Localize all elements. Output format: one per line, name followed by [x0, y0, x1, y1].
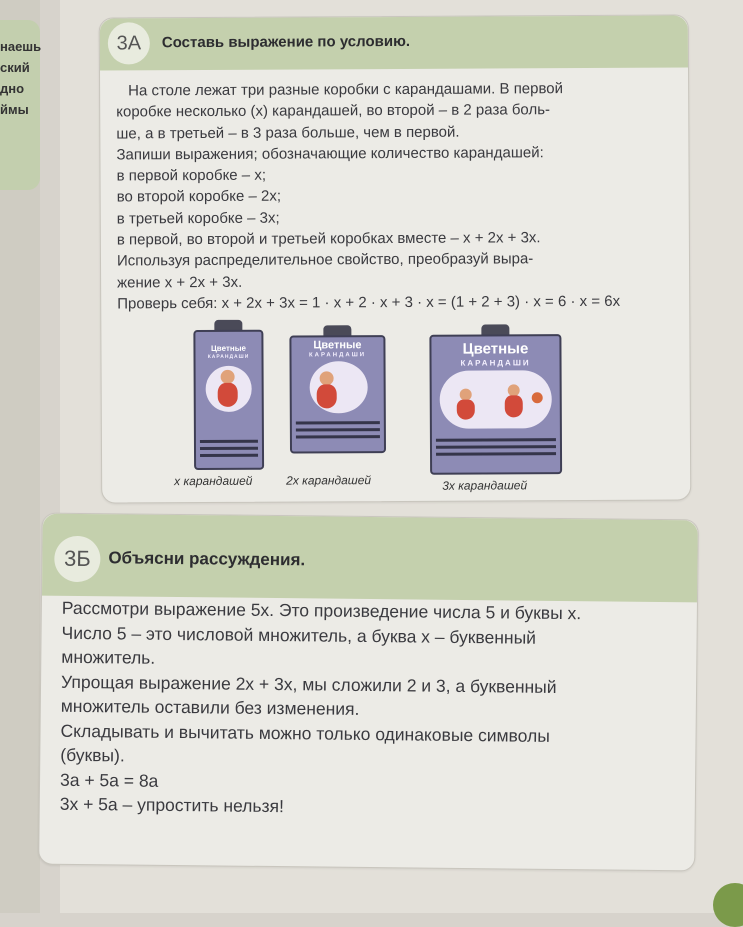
box-label-lines [200, 440, 258, 461]
section-3a-text [116, 78, 662, 315]
text-line: Число 5 – это числовой множитель, а буква x – буквенный [61, 622, 537, 648]
text-line: Упрощая выражение 2x + 3x, мы сложили 2 и 3, а буквенный [60, 671, 557, 697]
box-caption: 2x карандашей [286, 473, 372, 488]
child-figure-icon [317, 384, 337, 408]
section-3b-text [60, 596, 682, 823]
pencil-box-large [429, 334, 562, 475]
text-line: Складывать и вычитать можно только одинаковые символы [60, 720, 550, 746]
text-line: множитель. [61, 646, 156, 668]
text-line: жение x + 2x + 3x. [117, 273, 243, 292]
text-line: На столе лежат три разные коробки с карандашами. В первой [128, 80, 564, 100]
child-figure-icon [457, 400, 475, 420]
box-title: Цветные [462, 340, 529, 358]
pencil-box-small [193, 330, 264, 470]
previous-page-text-fragments [0, 36, 41, 120]
fragment: ский [0, 60, 30, 75]
section-3a-title: Составь выражение по условию. [161, 32, 411, 52]
box-subtitle: КАРАНДАШИ [460, 358, 531, 368]
box-title: Цветные [313, 339, 362, 352]
text-line: в первой коробке – x; [116, 166, 267, 185]
text-line: коробке несколько (x) карандашей, во второй – в 2 раза боль- [116, 101, 551, 121]
text-line: множитель оставили без изменения. [60, 695, 360, 719]
box-label-lines [296, 421, 380, 442]
text-line: в первой, во второй и третьей коробках вместе – x + 2x + 3x. [116, 229, 541, 249]
child-figure-icon [218, 383, 238, 407]
box-caption: 3x карандашей [442, 478, 528, 493]
text-line: в третьей коробке – 3x; [116, 209, 280, 228]
child-head-icon [221, 370, 235, 384]
box-caption: x карандашей [174, 473, 253, 489]
child-head-icon [532, 392, 543, 403]
text-line: ше, а в третьей – в 3 раза больше, чем в первой. [116, 123, 460, 143]
page-number-corner [713, 883, 743, 927]
child-head-icon [320, 371, 334, 385]
text-line: 3a + 5a = 8a [59, 769, 159, 791]
text-line: Запиши выражения; обозначающие количество карандашей: [116, 144, 544, 164]
box-label-lines [436, 438, 556, 460]
section-3b-card [38, 513, 699, 872]
text-line: Используя распределительное свойство, преобразуй выра- [116, 250, 534, 270]
fragment: ймы [0, 102, 29, 117]
fragment: дно [0, 81, 25, 96]
text-line: Проверь себя: x + 2x + 3x = 1 · x + 2 · x + 3 · x = (1 + 2 + 3) · x = 6 · x = 6x [117, 292, 621, 313]
section-3b-title: Объясни рассуждения. [108, 548, 306, 570]
text-line: во второй коробке – 2x; [116, 188, 282, 206]
text-line: 3x + 5a – упростить нельзя! [59, 793, 284, 817]
text-line: (буквы). [60, 744, 125, 766]
box-subtitle: КАРАНДАШИ [308, 352, 367, 359]
text-line: Рассмотри выражение 5x. Это произведение числа 5 и буквы x. [61, 597, 582, 624]
box-title: Цветные [210, 343, 247, 353]
pencil-box-medium [289, 335, 386, 454]
fragment: наешь [0, 39, 42, 54]
box-subtitle: КАРАНДАШИ [207, 353, 250, 360]
child-figure-icon [505, 395, 523, 417]
section-3a-badge: 3А [108, 22, 150, 64]
section-3a-card [99, 14, 692, 503]
section-3b-badge: 3Б [54, 536, 100, 582]
